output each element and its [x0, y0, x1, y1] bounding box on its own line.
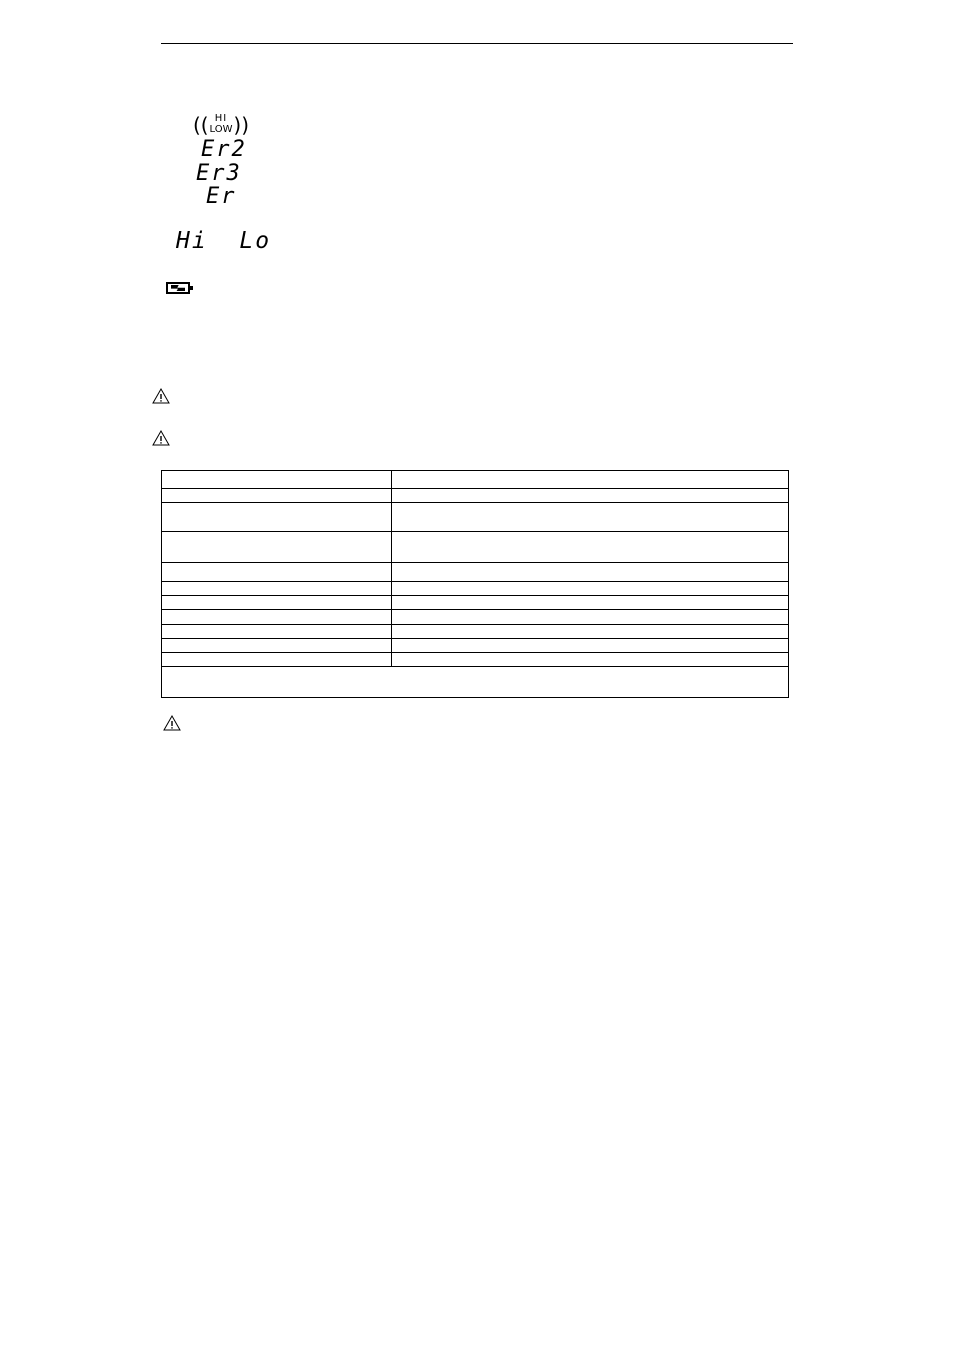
specification-table	[161, 470, 789, 698]
hi-lo-indicator: Hi Lo	[176, 228, 272, 254]
low-battery-icon	[166, 282, 190, 294]
table-row	[162, 532, 789, 563]
table-row	[162, 582, 789, 596]
table-row	[162, 639, 789, 653]
table-row	[162, 563, 789, 582]
table-row	[162, 471, 789, 489]
table-row	[162, 596, 789, 610]
error-code-er2: Er2	[201, 137, 247, 162]
warning-icon	[152, 388, 170, 404]
hi-label: HI	[214, 113, 228, 124]
table-row	[162, 625, 789, 639]
error-code-er3: Er3	[196, 161, 242, 186]
table-row	[162, 653, 789, 667]
sound-wave-right-icon: ))	[233, 113, 249, 137]
sound-wave-left-icon: ((	[193, 113, 209, 137]
header-rule	[161, 43, 793, 44]
table-row	[162, 610, 789, 625]
low-label: LOW	[209, 124, 233, 135]
table-row	[162, 489, 789, 503]
error-code-er: Er	[206, 184, 237, 209]
table-row	[162, 503, 789, 532]
table-footer-row	[162, 667, 789, 698]
warning-icon	[152, 430, 170, 446]
hi-low-alarm-symbol	[193, 113, 249, 137]
warning-icon	[163, 715, 181, 731]
